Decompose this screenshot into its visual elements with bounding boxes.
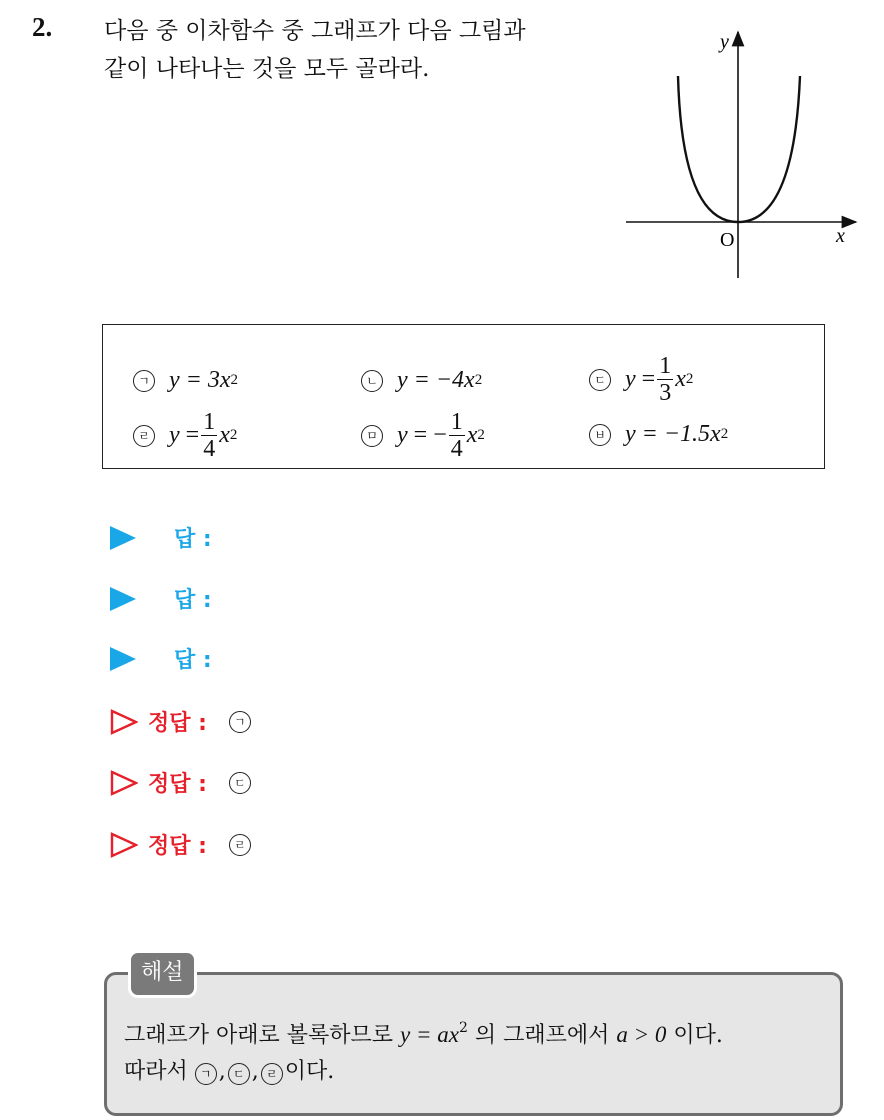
correct-answer-row: 정답 : ㄱ: [110, 706, 251, 737]
choice-3: ㄷ y = $\frac{1}{3}$ x 2: [589, 353, 693, 406]
x-axis-label: x: [836, 225, 845, 247]
choice-6: ㅂ y = −1.5x 2: [589, 421, 728, 448]
solution-title: 해설: [128, 950, 197, 998]
choice-1: ㄱ y = 3x 2: [133, 367, 238, 394]
solution-line-2: 따라서 ㄱ , ㄷ , ㄹ 이다.: [124, 1059, 335, 1084]
question-number: 2.: [32, 12, 53, 42]
correct-marker: ㄹ: [229, 834, 251, 856]
fraction: $\frac{1}{4}$: [450, 409, 463, 462]
choice-4: ㄹ y = $\frac{1}{4}$ x 2: [133, 409, 237, 462]
answer-row[interactable]: 답 :: [110, 583, 212, 614]
triangle-icon: [110, 526, 136, 550]
correct-answer-row: 정답 : ㄹ: [110, 829, 251, 860]
choice-marker: ㅂ: [589, 424, 611, 446]
y-axis-label: y: [720, 31, 729, 53]
fraction: $\frac{1}{4}$: [203, 409, 216, 462]
question-text: [104, 12, 604, 88]
triangle-icon: [110, 647, 136, 671]
solution-marker: ㄷ: [228, 1063, 250, 1085]
answer-row[interactable]: 답 :: [110, 643, 212, 674]
choice-marker: ㄴ: [361, 370, 383, 392]
answer-row[interactable]: 답 :: [110, 522, 212, 553]
choice-marker: ㅁ: [361, 425, 383, 447]
correct-marker: ㄱ: [229, 711, 251, 733]
solution-line-1: 그래프가 아래로 볼록하므로 $y = ax^2$ 의 그래프에서 a > 0 이다.: [124, 1020, 723, 1048]
choice-marker: ㄱ: [133, 370, 155, 392]
parabola-graph: [620, 26, 860, 282]
choice-5: ㅁ y = − $\frac{1}{4}$ x 2: [361, 409, 485, 462]
choice-2: ㄴ y = −4x 2: [361, 367, 482, 394]
fraction: $\frac{1}{3}$: [659, 353, 672, 406]
correct-answer-row: 정답 : ㄷ: [110, 767, 251, 798]
correct-marker: ㄷ: [229, 772, 251, 794]
choice-marker: ㄷ: [589, 369, 611, 391]
question-line-1: 다음 중 이차함수 중 그래프가 다음 그림과: [104, 18, 526, 44]
parabola-curve: [678, 76, 800, 222]
outline-triangle-icon: [110, 709, 138, 735]
solution-marker: ㄱ: [195, 1063, 217, 1085]
solution-marker: ㄹ: [261, 1063, 283, 1085]
origin-label: O: [720, 229, 735, 251]
outline-triangle-icon: [110, 832, 138, 858]
question-line-2: 같이 나타나는 것을 모두 골라라.: [104, 56, 430, 82]
solution-text: [124, 1010, 824, 1090]
outline-triangle-icon: [110, 770, 138, 796]
choice-marker: ㄹ: [133, 425, 155, 447]
triangle-icon: [110, 587, 136, 611]
choices-box: [102, 324, 825, 469]
